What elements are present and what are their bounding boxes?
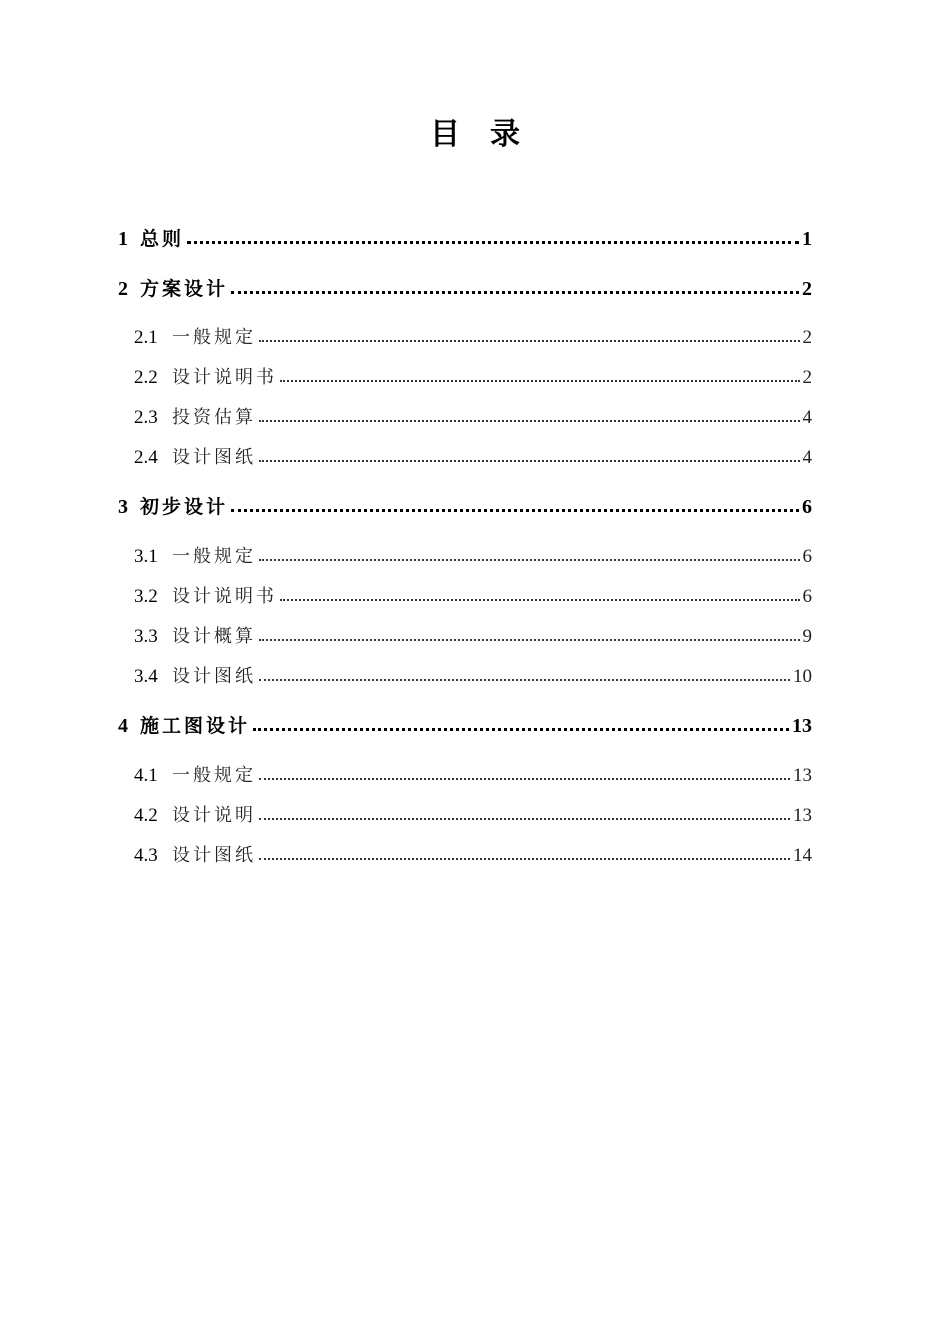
toc-leader (259, 339, 800, 342)
toc-title: 设计说明 (172, 805, 256, 826)
toc-title: 方案设计 (140, 278, 229, 300)
toc-title: 一般规定 (172, 546, 256, 567)
toc-leader (280, 598, 800, 601)
toc-number: 3 (118, 496, 128, 518)
page-title: 目 录 (430, 117, 520, 152)
toc-entry-3-1[interactable] (134, 542, 812, 568)
toc-page-number: 6 (802, 546, 812, 567)
toc-number: 4 (118, 715, 128, 737)
toc-page-number: 2 (802, 367, 812, 388)
toc-title: 设计说明书 (172, 586, 277, 607)
toc-leader (231, 508, 799, 512)
toc-title: 一般规定 (172, 327, 256, 348)
toc-title: 设计图纸 (172, 447, 256, 468)
toc-entry-2-4[interactable] (134, 443, 812, 469)
toc-entry-1[interactable] (118, 224, 812, 251)
toc-number: 3.4 (134, 666, 158, 687)
toc-title: 设计说明书 (172, 367, 277, 388)
toc-page-number: 4 (802, 447, 812, 468)
toc-leader (259, 817, 790, 820)
toc-page-number: 13 (793, 765, 812, 786)
toc-leader (231, 290, 799, 294)
toc-number: 3.3 (134, 626, 158, 647)
toc-page-number: 9 (802, 626, 812, 647)
toc-number: 3.2 (134, 586, 158, 607)
toc-number: 4.2 (134, 805, 158, 826)
toc-title: 一般规定 (172, 765, 256, 786)
toc-leader (259, 678, 790, 681)
toc-entry-2[interactable] (118, 274, 812, 301)
toc-leader (280, 379, 800, 382)
toc-leader (259, 459, 800, 462)
toc-leader (187, 240, 799, 244)
toc-page-number: 14 (793, 845, 812, 866)
toc-title: 设计概算 (172, 626, 256, 647)
toc-title: 投资估算 (172, 407, 256, 428)
toc-entry-3-3[interactable] (134, 622, 812, 648)
toc-number: 2.2 (134, 367, 158, 388)
toc-leader (259, 638, 800, 641)
toc-entry-2-1[interactable] (134, 323, 812, 349)
toc-number: 3.1 (134, 546, 158, 567)
toc-page-number: 10 (793, 666, 812, 687)
toc-leader (259, 558, 800, 561)
toc-title: 施工图设计 (140, 715, 251, 737)
toc-entry-2-3[interactable] (134, 403, 812, 429)
toc-page-number: 2 (802, 278, 812, 300)
toc-page-number: 6 (802, 586, 812, 607)
toc-page-number: 13 (792, 715, 812, 737)
toc-leader (253, 727, 789, 731)
toc-page-number: 6 (802, 496, 812, 518)
toc-number: 2.3 (134, 407, 158, 428)
toc-leader (259, 777, 790, 780)
toc-entry-3-2[interactable] (134, 582, 812, 608)
toc-number: 2.1 (134, 327, 158, 348)
toc-number: 4.3 (134, 845, 158, 866)
toc-entry-4-2[interactable] (134, 801, 812, 827)
toc-title: 设计图纸 (172, 845, 256, 866)
toc-title: 初步设计 (140, 496, 229, 518)
toc-page-number: 13 (793, 805, 812, 826)
toc-number: 2.4 (134, 447, 158, 468)
toc-page-number: 2 (802, 327, 812, 348)
toc-entry-3[interactable] (118, 492, 812, 519)
toc-entry-2-2[interactable] (134, 363, 812, 389)
toc-number: 4.1 (134, 765, 158, 786)
toc-leader (259, 419, 800, 422)
toc-entry-4[interactable] (118, 711, 812, 738)
toc-title: 总则 (140, 228, 185, 250)
toc-leader (259, 857, 790, 860)
toc-page-number: 1 (802, 228, 812, 250)
toc-entry-4-1[interactable] (134, 761, 812, 787)
toc-page-number: 4 (802, 407, 812, 428)
toc-number: 2 (118, 278, 128, 300)
toc-entry-4-3[interactable] (134, 841, 812, 867)
toc-number: 1 (118, 228, 128, 250)
toc-title: 设计图纸 (172, 666, 256, 687)
toc-entry-3-4[interactable] (134, 662, 812, 688)
